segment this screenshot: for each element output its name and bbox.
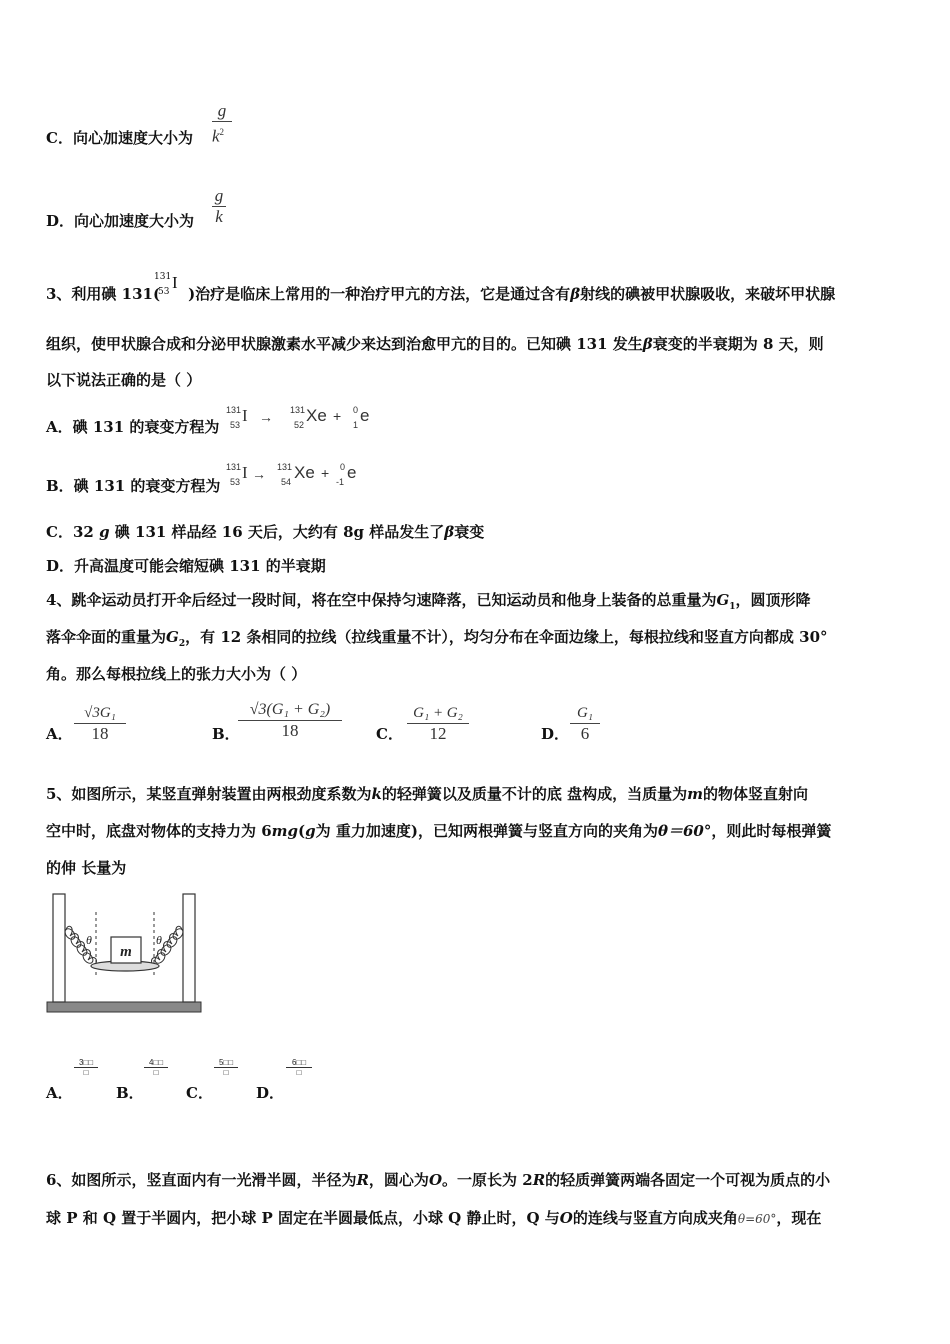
q5-option-c-label: C． bbox=[186, 1084, 213, 1102]
q2-option-c-fraction: g $k^2$ bbox=[212, 102, 232, 146]
q3-option-b: B．碘 131 的衰变方程为 bbox=[46, 477, 221, 495]
q3-stem-line2: 组织，使甲状腺合成和分泌甲状腺激素水平减少来达到治愈甲亢的目的。已知碘 131 发生β衰变的半衰期为 8 天，则 bbox=[46, 335, 824, 353]
q5-option-b-label: B． bbox=[116, 1084, 144, 1102]
q2-option-d-fraction: g k bbox=[212, 187, 226, 226]
q3-stem-line1: 3、利用碘 131( )治疗是临床上常用的一种治疗甲亢的方法，它是通过含有β射线的碘被甲状腺吸收，来破坏甲状腺 bbox=[46, 285, 836, 303]
q5-stem-line3: 的伸 长量为 bbox=[46, 859, 127, 877]
angle-left-label: θ bbox=[86, 933, 92, 947]
q6-stem-line2: 球 P 和 Q 置于半圆内，把小球 P 固定在半圆最低点，小球 Q 静止时，Q 与O的连线与竖直方向成夹角θ=60°，现在 bbox=[46, 1209, 822, 1227]
q4-option-b-label: B． bbox=[212, 725, 240, 743]
q4-option-d-fraction: G₁ 6 bbox=[570, 704, 600, 743]
q5-spring-launcher-figure bbox=[46, 890, 204, 1018]
q4-option-a-label: A． bbox=[46, 725, 73, 743]
q3-stem-line3: 以下说法正确的是（ ） bbox=[46, 371, 202, 389]
right-wall bbox=[183, 894, 195, 1002]
q4-option-c-label: C． bbox=[376, 725, 403, 743]
q4-stem-line1: 4、跳伞运动员打开伞后经过一段时间，将在空中保持匀速降落，已知运动员和他身上装备的总重量为$G_1$，圆顶形降 bbox=[46, 591, 811, 612]
q4-option-b-fraction: √3(G₁ + G₂) 18 bbox=[238, 701, 342, 740]
q2-option-c: C．向心加速度大小为 bbox=[46, 129, 193, 147]
q5-stem-line1: 5、如图所示，某竖直弹射装置由两根劲度系数为k的轻弹簧以及质量不计的底 盘构成，当质量为m的物体竖直射向 bbox=[46, 785, 808, 803]
q5-option-a-label: A． bbox=[46, 1084, 73, 1102]
q4-option-a-fraction: √3G₁ 18 bbox=[74, 704, 126, 743]
q4-stem-line2: 落伞伞面的重量为$G_2$，有 12 条相同的拉线（拉线重量不计），均匀分布在伞面边缘上，每根拉线和竖直方向都成 30° bbox=[46, 628, 828, 649]
base-plate bbox=[47, 1002, 201, 1012]
q4-stem-line3: 角。那么每根拉线上的张力大小为（ ） bbox=[46, 665, 307, 683]
q5-option-d-fraction: 6□□ □ bbox=[286, 1058, 312, 1077]
q5-option-d-label: D． bbox=[256, 1084, 285, 1102]
mass-label: m bbox=[120, 944, 132, 960]
angle-right-label: θ bbox=[156, 933, 162, 947]
q4-option-c-fraction: G₁ + G₂ 12 bbox=[407, 704, 469, 743]
q5-option-a-fraction: 3□□ □ bbox=[74, 1058, 98, 1077]
q5-option-c-fraction: 5□□ □ bbox=[214, 1058, 238, 1077]
q4-option-d-label: D． bbox=[541, 725, 570, 743]
q5-stem-line2: 空中时，底盘对物体的支持力为 6mg(g为 重力加速度)，已知两根弹簧与竖直方向的夹角为θ＝60°，则此时每根弹簧 bbox=[46, 822, 832, 840]
q2-option-d: D．向心加速度大小为 bbox=[46, 212, 195, 230]
q5-option-b-fraction: 4□□ □ bbox=[144, 1058, 168, 1077]
q3-option-a: A．碘 131 的衰变方程为 bbox=[46, 418, 220, 436]
q3-option-d: D．升高温度可能会缩短碘 131 的半衰期 bbox=[46, 557, 326, 575]
q3-option-c: C．32 g 碘 131 样品经 16 天后，大约有 8g 样品发生了β衰变 bbox=[46, 523, 485, 541]
q6-stem-line1: 6、如图所示，竖直面内有一光滑半圆，半径为R，圆心为O。一原长为 2R的轻质弹簧两端各固定一个可视为质点的小 bbox=[46, 1171, 831, 1189]
left-wall bbox=[53, 894, 65, 1002]
